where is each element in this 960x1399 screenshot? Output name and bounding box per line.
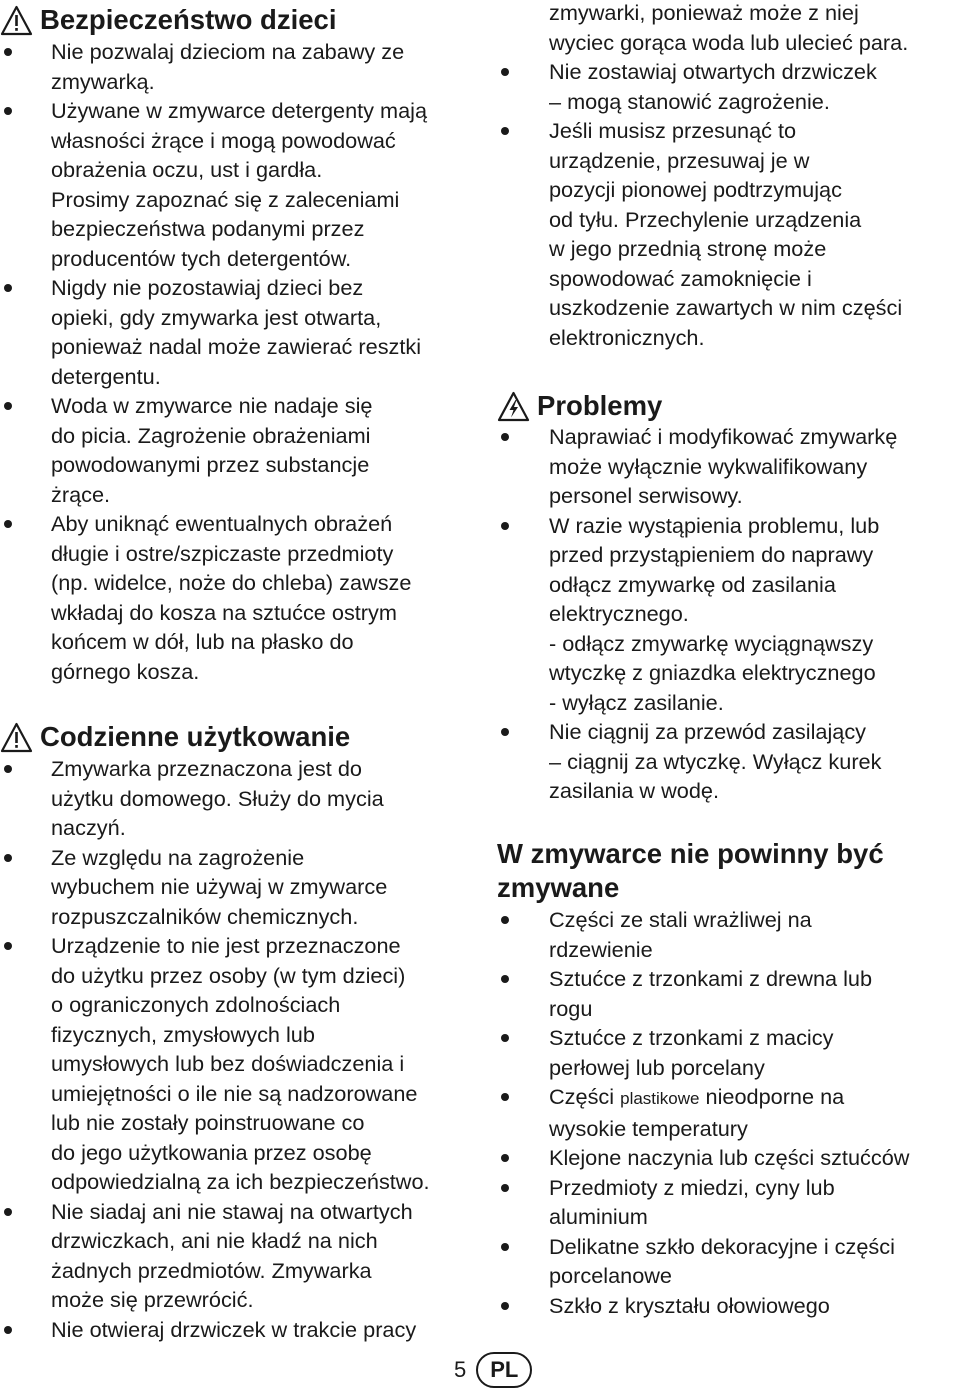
bullet xyxy=(4,284,12,292)
list-item: Nie zostawiaj otwartych drzwiczek – mogą stanowić zagrożenie. xyxy=(497,57,902,116)
daily-use-list-continued xyxy=(497,57,902,352)
bullet xyxy=(501,1093,509,1101)
list-item: Sztućce z trzonkami z drewna lub rogu xyxy=(497,964,909,1023)
list-item: Nie pozwalaj dzieciom na zabawy ze zmywarką. xyxy=(0,37,427,96)
section-heading-problems xyxy=(497,389,662,423)
section-heading-daily-use xyxy=(0,720,350,754)
list-item: Urządzenie to nie jest przeznaczone do użytku przez osoby (w tym dzieci) o ograniczonych zdolnościach fizycznych, zmysłowych lub umysłowych lub bez doświadczenia i umiejętności o ile nie są nadzorowane lub nie zostały poinstruowane co do jego użytkowania przez osobę odpowiedzialną za ich bezpieczeństwo. xyxy=(0,931,430,1197)
list-item: Zmywarka przeznaczona jest do użytku domowego. Służy do mycia naczyń. xyxy=(0,754,430,843)
problems-list xyxy=(497,422,897,806)
bullet xyxy=(501,1243,509,1251)
continued-text: zmywarki, ponieważ może z niej wyciec gorąca woda lub ulecieć para. xyxy=(549,0,909,55)
bullet xyxy=(4,1326,12,1334)
list-item: Aby uniknąć ewentualnych obrażeń długie i ostre/szpiczaste przedmioty (np. widelce, noże do chleba) zawsze wkładaj do kosza na sztućce ostrym końcem w dół, lub na płasko do górnego kosza. xyxy=(0,509,427,686)
section-title: Bezpieczeństwo dzieci xyxy=(40,4,337,35)
daily-use-list xyxy=(0,754,430,1344)
warning-triangle-icon xyxy=(0,722,33,753)
language-badge: PL xyxy=(476,1352,532,1388)
plastic-item-text: Części plastikowe nieodporne na wysokie temperatury xyxy=(549,1084,845,1141)
child-safety-list xyxy=(0,37,427,686)
list-item: W razie wystąpienia problemu, lub przed przystąpieniem do naprawy odłącz zmywarkę od zasilania elektrycznego. - odłącz zmywarkę wyciągnąwszy wtyczkę z gniazdka elektrycznego - wyłącz zasilanie. xyxy=(497,511,897,718)
section-heading-child-safety xyxy=(0,3,336,37)
bullet xyxy=(501,1184,509,1192)
list-item: Sztućce z trzonkami z macicy perłowej lub porcelany xyxy=(497,1023,909,1082)
bullet xyxy=(501,916,509,924)
list-item: Woda w zmywarce nie nadaje się do picia. Zagrożenie obrażeniami powodowanymi przez substancje żrące. xyxy=(0,391,427,509)
section-title: Codzienne użytkowanie xyxy=(40,721,351,752)
section-title: W zmywarce nie powinny być zmywane xyxy=(497,838,884,903)
daily-use-continuation xyxy=(497,0,908,57)
bullet xyxy=(501,1302,509,1310)
bullet xyxy=(501,68,509,76)
list-item: Nie ciągnij za przewód zasilający – ciągnij za wtyczkę. Wyłącz kurek zasilania w wodę. xyxy=(497,717,897,806)
list-item: Delikatne szkło dekoracyjne i części porcelanowe xyxy=(497,1232,909,1291)
bullet xyxy=(4,520,12,528)
list-item: Nigdy nie pozostawiaj dzieci bez opieki, gdy zmywarka jest otwarta, ponieważ nadal może zawierać resztki detergentu. xyxy=(0,273,427,391)
bullet xyxy=(4,48,12,56)
bullet xyxy=(501,433,509,441)
list-item: Używane w zmywarce detergenty mają własności żrące i mogą powodować obrażenia oczu, ust i gardła. Prosimy zapoznać się z zaleceniami bezpieczeństwa podanymi przez producentów tych detergentów. xyxy=(0,96,427,273)
page-footer xyxy=(454,1352,532,1388)
bullet xyxy=(4,854,12,862)
bullet xyxy=(501,1154,509,1162)
bullet xyxy=(4,107,12,115)
list-item: Ze względu na zagrożenie wybuchem nie używaj w zmywarce rozpuszczalników chemicznych. xyxy=(0,843,430,932)
list-item: Nie otwieraj drzwiczek w trakcie pracy xyxy=(0,1315,430,1345)
warning-triangle-icon xyxy=(0,5,33,36)
electric-warning-icon xyxy=(497,391,530,422)
list-item: Naprawiać i modyfikować zmywarkę może wyłącznie wykwalifikowany personel serwisowy. xyxy=(497,422,897,511)
list-item: Jeśli musisz przesunąć to urządzenie, przesuwaj je w pozycji pionowej podtrzymując od tyłu. Przechylenie urządzenia w jego przednią stronę może spowodować zamoknięcie i uszkodzenie zawartych w nim części elektronicznych. xyxy=(497,116,902,352)
list-item: Szkło z kryształu ołowiowego xyxy=(497,1291,909,1321)
section-title: Problemy xyxy=(537,390,663,421)
page-number: 5 xyxy=(454,1357,467,1382)
list-item: Przedmioty z miedzi, cyny lub aluminium xyxy=(497,1173,909,1232)
bullet xyxy=(4,765,12,773)
bullet xyxy=(501,728,509,736)
section-heading-not-washable xyxy=(497,837,937,905)
bullet xyxy=(501,975,509,983)
bullet xyxy=(501,127,509,135)
list-item xyxy=(497,1082,909,1143)
bullet xyxy=(501,1034,509,1042)
bullet xyxy=(4,1208,12,1216)
bullet xyxy=(501,522,509,530)
bullet xyxy=(4,942,12,950)
list-item: Klejone naczynia lub części sztućców xyxy=(497,1143,909,1173)
list-item: Nie siadaj ani nie stawaj na otwartych drzwiczkach, ani nie kładź na nich żadnych przedmiotów. Zmywarka może się przewrócić. xyxy=(0,1197,430,1315)
bullet xyxy=(4,402,12,410)
not-washable-list xyxy=(497,905,909,1320)
list-item: Części ze stali wrażliwej na rdzewienie xyxy=(497,905,909,964)
